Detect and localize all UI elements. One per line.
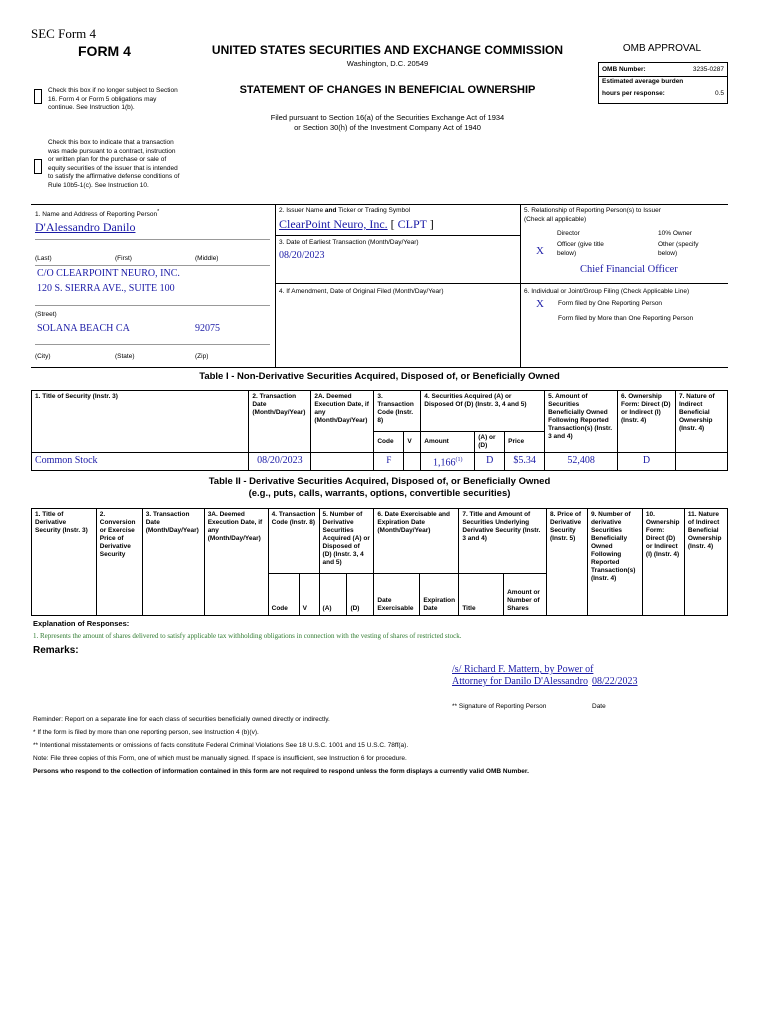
- t2-h-form: 10. Ownership Form: Direct (D) or Indirect (I) (Instr. 4): [642, 509, 684, 616]
- signature-label: ** Signature of Reporting Person: [452, 703, 547, 710]
- filing-one-label: Form filed by One Reporting Person: [558, 300, 663, 307]
- t1-owned: 52,408: [545, 453, 618, 471]
- filed-pursuant-2: or Section 30(h) of the Investment Company Act of 1940: [294, 123, 481, 132]
- t1-aord: D: [475, 453, 505, 471]
- t2-h-code: 4. Transaction Code (Instr. 8): [268, 509, 319, 574]
- officer-title: Chief Financial Officer: [580, 264, 678, 275]
- remarks-label: Remarks:: [33, 645, 79, 656]
- omb-hours-value: 0.5: [714, 90, 724, 97]
- table-row: [32, 453, 728, 471]
- footnote-1: 1. Represents the amount of shares delivered to satisfy applicable tax withholding obligations in connection with the vesting of shares of restricted stock.: [33, 632, 462, 640]
- officer-label: Officer (give title below): [557, 241, 604, 257]
- statement-title: STATEMENT OF CHANGES IN BENEFICIAL OWNERSHIP: [239, 84, 536, 96]
- t2-h-underlying: 7. Title and Amount of Securities Underlying Derivative Security (Instr. 3 and 4): [459, 509, 547, 574]
- t2-h-number: 5. Number of Derivative Securities Acquired (A) or Disposed of (D) (Instr. 3, 4 and 5): [319, 509, 374, 574]
- zip-label: (Zip): [195, 353, 209, 360]
- issuer-link[interactable]: ClearPoint Neuro, Inc.: [279, 217, 388, 231]
- filing-more-label: Form filed by More than One Reporting Person: [558, 315, 694, 322]
- note-1: * If the form is filed by more than one reporting person, see Instruction 4 (b)(v).: [33, 729, 259, 736]
- relationship-sub: (Check all applicable): [524, 216, 587, 223]
- t2-h-d-sub: (D): [347, 574, 374, 616]
- omb-title: OMB APPROVAL: [622, 43, 702, 54]
- t1-h-date: 2. Transaction Date (Month/Day/Year): [249, 391, 311, 453]
- sec-form-label: SEC Form 4: [31, 26, 97, 41]
- t2-h-title: 1. Title of Derivative Security (Instr. 3): [32, 509, 97, 616]
- signature-value: /s/ Richard F. Mattern, by Power of Attorney for Danilo D'Alessandro: [452, 664, 594, 687]
- amendment-label: 4. If Amendment, Date of Original Filed (Month/Day/Year): [279, 288, 444, 295]
- table1: [31, 390, 728, 471]
- note-4: Persons who respond to the collection of information contained in this form are not required to respond unless the form displays a currently valid OMB Number.: [33, 768, 529, 775]
- t1-v: [404, 453, 421, 471]
- t2-h-a-sub: (A): [319, 574, 347, 616]
- table1-title: Table I - Non-Derivative Securities Acquired, Disposed of, or Beneficially Owned: [199, 371, 560, 382]
- t2-h-v-sub: V: [299, 574, 319, 616]
- t1-form: D: [618, 453, 676, 471]
- director-label: Director: [557, 230, 580, 237]
- last-label: (Last): [35, 255, 52, 262]
- t1-price: $5.34: [505, 453, 545, 471]
- table2: [31, 508, 728, 616]
- t1-amount: 1,166$^{(1)}$: [421, 453, 475, 471]
- t1-security: Common Stock: [32, 453, 249, 471]
- reminder-note: Reminder: Report on a separate line for each class of securities beneficially owned directly or indirectly.: [33, 716, 330, 723]
- t2-h-date-ex-sub: Date Exercisable: [374, 574, 420, 616]
- t1-date: 08/20/2023: [249, 453, 311, 471]
- t2-h-exp-sub: Expiration Date: [420, 574, 459, 616]
- section16-checkbox[interactable]: [34, 89, 42, 104]
- middle-label: (Middle): [195, 255, 219, 262]
- t1-h-acquired: 4. Securities Acquired (A) or Disposed Of (D) (Instr. 3, 4 and 5): [421, 391, 545, 432]
- earliest-date-label: 3. Date of Earliest Transaction (Month/Day/Year): [279, 239, 419, 246]
- t2-h-exercisable: 6. Date Exercisable and Expiration Date (Month/Day/Year): [374, 509, 459, 574]
- t2-h-title-sub: Title: [459, 574, 504, 616]
- t1-h-form: 6. Ownership Form: Direct (D) or Indirect (I) (Instr. 4): [618, 391, 676, 453]
- t2-h-nature: 11. Nature of Indirect Beneficial Ownership (Instr. 4): [684, 509, 727, 616]
- t1-h-nature: 7. Nature of Indirect Beneficial Ownership (Instr. 4): [675, 391, 727, 453]
- t1-h-code-sub: Code: [374, 432, 404, 453]
- omb-number-value: 3235-0287: [692, 66, 724, 73]
- t1-deemed: [311, 453, 374, 471]
- city-state-value: SOLANA BEACH CA: [37, 323, 130, 334]
- reporting-person-name[interactable]: D'Alessandro Danilo: [35, 220, 136, 234]
- filing-mark: X: [536, 298, 544, 310]
- t2-h-deemed: 3A. Deemed Execution Date, if any (Month/Day/Year): [204, 509, 268, 616]
- t2-h-code-sub: Code: [268, 574, 299, 616]
- city-label: (City): [35, 353, 51, 360]
- t1-h-deemed: 2A. Deemed Execution Date, if any (Month/Day/Year): [311, 391, 374, 453]
- other-label: Other (specify below): [658, 241, 699, 257]
- t1-nature: [675, 453, 727, 471]
- rule10b5-checkbox[interactable]: [34, 159, 42, 174]
- signature-date: 08/22/2023: [592, 676, 638, 687]
- earliest-date-value: 08/20/2023: [279, 250, 325, 261]
- address-line-2: 120 S. SIERRA AVE., SUITE 100: [37, 283, 175, 294]
- filed-pursuant-1: Filed pursuant to Section 16(a) of the Securities Exchange Act of 1934: [270, 113, 505, 122]
- state-label: (State): [115, 353, 135, 360]
- date-label: Date: [592, 703, 606, 710]
- t2-h-amount-sub: Amount or Number of Shares: [504, 574, 547, 616]
- rule10b5-text: Check this box to indicate that a transaction was made pursuant to a contract, instruction or written plan for the purchase or sale of equity securities of the issuer that is intended to satisfy the affirmative defense conditions of Rule 10b5-1(c). See Instruction 10.: [48, 139, 180, 189]
- ten-pct-label: 10% Owner: [658, 230, 692, 237]
- address-line-1: C/O CLEARPOINT NEURO, INC.: [37, 268, 180, 279]
- form-title: FORM 4: [78, 43, 131, 59]
- ticker-symbol: CLPT: [397, 217, 427, 231]
- issuer-name: ClearPoint Neuro, Inc. [ CLPT ]: [279, 217, 434, 231]
- t1-h-v-sub: V: [404, 432, 421, 453]
- officer-mark: X: [536, 245, 544, 257]
- first-label: (First): [115, 255, 132, 262]
- t1-h-amount-sub: Amount: [421, 432, 475, 453]
- relationship-label: 5. Relationship of Reporting Person(s) to Issuer: [524, 207, 661, 214]
- note-2: ** Intentional misstatements or omissions of facts constitute Federal Criminal Violations See 18 U.S.C. 1001 and 15 U.S.C. 78ff(a).: [33, 742, 409, 749]
- omb-number-label: OMB Number:: [602, 66, 646, 73]
- table2-subtitle: (e.g., puts, calls, warrants, options, convertible securities): [248, 488, 511, 499]
- note-3: Note: File three copies of this Form, one of which must be manually signed. If space is insufficient, see Instruction 6 for procedure.: [33, 755, 407, 762]
- issuer-label: 2. Issuer Name and Ticker or Trading Symbol: [279, 207, 411, 214]
- omb-burden-label: Estimated average burden: [602, 78, 684, 85]
- t2-h-conversion: 2. Conversion or Exercise Price of Derivative Security: [96, 509, 142, 616]
- omb-box: [598, 62, 728, 104]
- t1-code: F: [374, 453, 404, 471]
- omb-hours-label: hours per response:: [602, 90, 665, 97]
- t1-h-aord-sub: (A) or (D): [475, 432, 505, 453]
- t2-h-owned: 9. Number of derivative Securities Beneficially Owned Following Reported Transaction(s) (Instr. 4): [587, 509, 642, 616]
- section16-text: Check this box if no longer subject to Section 16. Form 4 or Form 5 obligations may continue. See Instruction 1(b).: [48, 87, 178, 111]
- explanation-label: Explanation of Responses:: [33, 619, 130, 628]
- table2-title: Table II - Derivative Securities Acquired, Disposed of, or Beneficially Owned: [208, 476, 551, 487]
- commission-city: Washington, D.C. 20549: [346, 59, 429, 68]
- zip-value: 92075: [195, 323, 220, 334]
- filing-label: 6. Individual or Joint/Group Filing (Check Applicable Line): [524, 288, 690, 295]
- t1-h-title: 1. Title of Security (Instr. 3): [32, 391, 249, 453]
- commission-title: UNITED STATES SECURITIES AND EXCHANGE COMMISSION: [211, 43, 564, 57]
- t2-h-price: 8. Price of Derivative Security (Instr. 5): [546, 509, 587, 616]
- t1-h-owned: 5. Amount of Securities Beneficially Owned Following Reported Transaction(s) (Instr. 3 and 4): [545, 391, 618, 453]
- street-label: (Street): [35, 311, 57, 318]
- t1-h-code: 3. Transaction Code (Instr. 8): [374, 391, 421, 432]
- t1-h-price-sub: Price: [505, 432, 545, 453]
- reporting-person-label: 1. Name and Address of Reporting Person*: [35, 209, 160, 219]
- t2-h-date: 3. Transaction Date (Month/Day/Year): [142, 509, 204, 616]
